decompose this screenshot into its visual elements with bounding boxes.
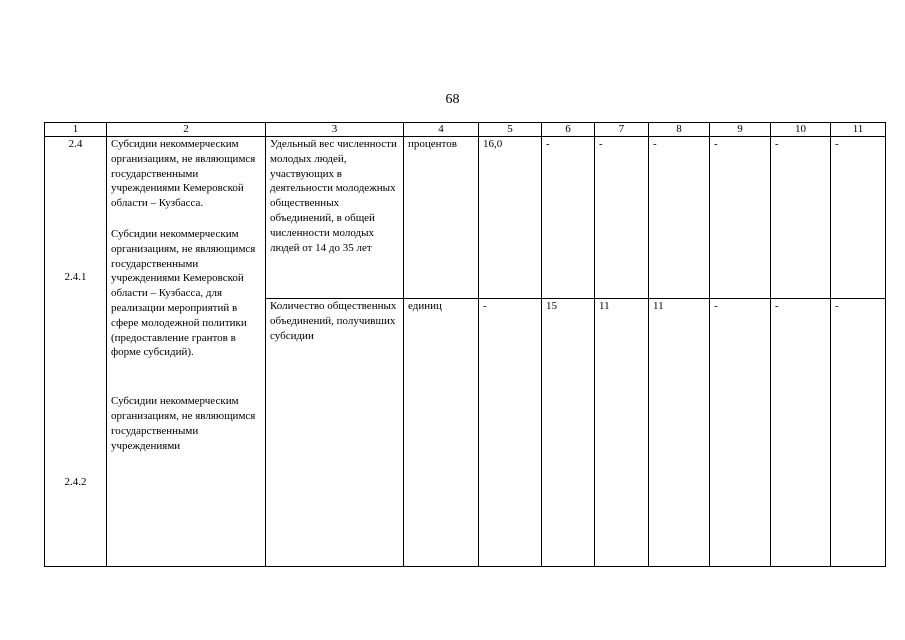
header-row	[45, 123, 886, 137]
row-number: 2.4.1	[64, 270, 87, 283]
indicator-value: -	[771, 137, 831, 299]
indicator-name: Количество общественных объединений, получивших субсидии	[266, 299, 404, 567]
indicator-value: -	[479, 299, 542, 567]
description-text: Субсидии некоммерческим организациям, не являющимся государственными учреждениями Кемеровской области – Кузбасса, для реализации мероприятий в сфере молодежной политики (предоставление грантов в форме субсидий).	[111, 227, 256, 359]
table-row	[45, 137, 886, 299]
description-text: Субсидии некоммерческим организациям, не являющимся государственными учреждениями Кемеровской области – Кузбасса.	[111, 138, 256, 210]
indicator-value: -	[831, 137, 886, 299]
row-number: 2.4.2	[64, 475, 87, 488]
page-number: 68	[445, 92, 460, 107]
header-cell: 10	[771, 123, 831, 137]
indicator-value: -	[710, 137, 771, 299]
indicator-value: -	[710, 299, 771, 567]
indicator-value: -	[831, 299, 886, 567]
header-cell: 4	[404, 123, 479, 137]
description-text: Субсидии некоммерческим организациям, не являющимся государственными учреждениями	[111, 395, 256, 452]
header-cell: 2	[107, 123, 266, 137]
indicator-unit: процентов	[404, 137, 479, 299]
indicator-name: Удельный вес численности молодых людей, участвующих в деятельности молодежных общественных объединений, в общей численности молодых людей от 14 до 35 лет	[266, 137, 404, 299]
indicator-value: -	[771, 299, 831, 567]
indicator-value: 11	[649, 299, 710, 567]
header-cell: 9	[710, 123, 771, 137]
indicator-value: 11	[595, 299, 649, 567]
header-cell: 8	[649, 123, 710, 137]
indicator-value: -	[649, 137, 710, 299]
header-cell: 11	[831, 123, 886, 137]
header-cell: 3	[266, 123, 404, 137]
indicator-value: 15	[542, 299, 595, 567]
indicator-table	[44, 122, 886, 567]
header-cell: 6	[542, 123, 595, 137]
header-cell: 7	[595, 123, 649, 137]
header-cell: 1	[45, 123, 107, 137]
header-cell: 5	[479, 123, 542, 137]
description-cell	[107, 137, 266, 567]
indicator-value: -	[542, 137, 595, 299]
row-number-cell	[45, 137, 107, 567]
indicator-value: 16,0	[479, 137, 542, 299]
indicator-unit: единиц	[404, 299, 479, 567]
row-number: 2.4	[68, 138, 83, 150]
indicator-value: -	[595, 137, 649, 299]
